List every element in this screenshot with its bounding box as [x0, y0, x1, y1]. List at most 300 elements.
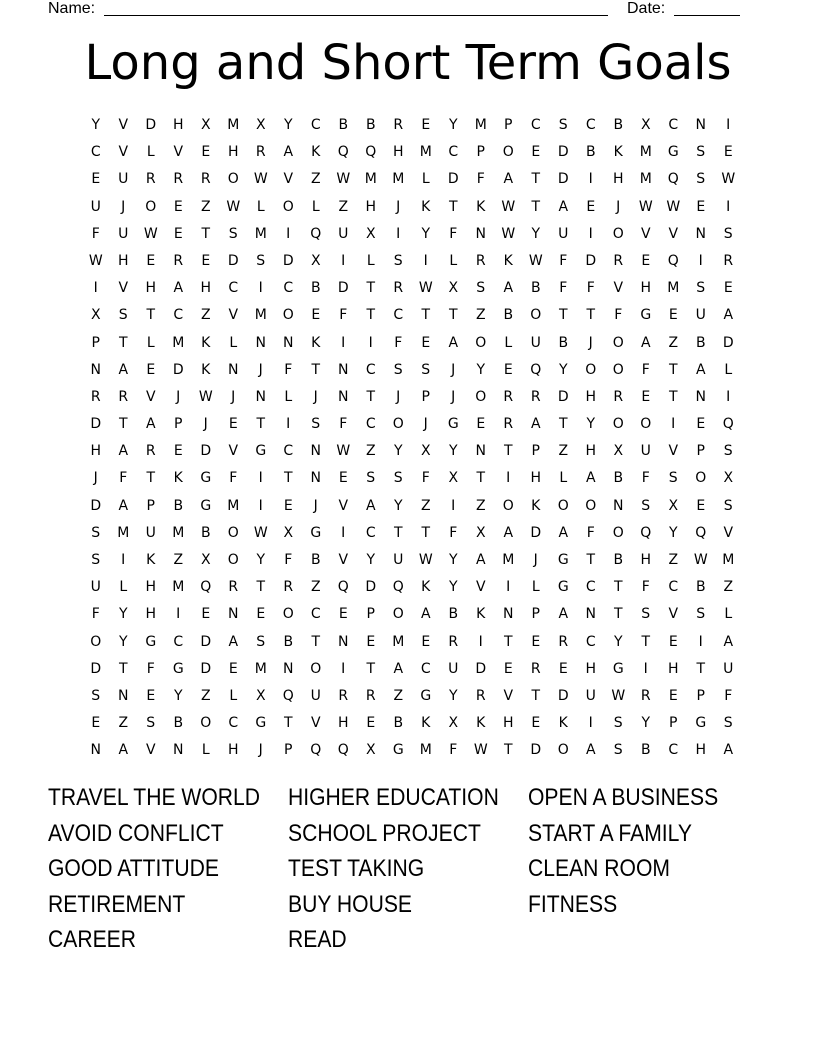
grid-letter: O	[612, 334, 624, 351]
grid-letter: M	[227, 497, 240, 514]
grid-letter: F	[614, 307, 623, 324]
grid-letter: B	[695, 334, 706, 351]
grid-letter: C	[668, 742, 679, 759]
grid-letter: W	[721, 171, 736, 188]
grid-letter: X	[448, 280, 459, 297]
grid-letter: I	[176, 606, 181, 623]
grid-letter: C	[448, 144, 459, 161]
grid-letter: X	[448, 470, 459, 487]
grid-letter: S	[476, 280, 486, 297]
grid-letter: T	[366, 388, 376, 405]
grid-letter: U	[448, 660, 459, 677]
grid-letter: E	[256, 606, 266, 623]
grid-letter: L	[119, 579, 128, 596]
grid-letter: F	[476, 171, 485, 188]
grid-letter: I	[726, 117, 731, 133]
grid-letter: L	[229, 687, 238, 704]
grid-letter: E	[531, 633, 541, 650]
grid-letter: O	[502, 497, 514, 514]
grid-letter: P	[696, 443, 705, 460]
grid-letter: E	[366, 633, 376, 650]
grid-letter: L	[311, 198, 320, 215]
grid-letter: L	[256, 198, 265, 215]
grid-letter: I	[286, 416, 291, 433]
grid-letter: A	[530, 416, 541, 433]
grid-letter: O	[90, 633, 102, 650]
grid-letter: O	[640, 416, 652, 433]
grid-letter: H	[337, 715, 349, 732]
grid-letter: I	[726, 198, 731, 215]
grid-letter: I	[341, 252, 346, 269]
grid-letter: Q	[695, 524, 707, 541]
grid-letter: H	[227, 742, 239, 759]
grid-letter: W	[253, 171, 268, 188]
grid-letter: E	[668, 307, 678, 324]
grid-letter: F	[339, 307, 348, 324]
grid-letter: N	[503, 606, 514, 623]
grid-letter: W	[253, 524, 268, 541]
grid-letter: Q	[667, 252, 679, 269]
grid-letter: Y	[448, 579, 458, 596]
grid-letter: S	[421, 361, 431, 378]
grid-letter: C	[173, 307, 184, 324]
grid-row	[82, 302, 742, 329]
grid-letter: G	[145, 633, 157, 650]
grid-letter: Y	[448, 552, 458, 568]
grid-letter: D	[447, 171, 459, 188]
grid-letter: A	[723, 742, 734, 759]
word-column	[528, 780, 768, 958]
grid-letter: T	[283, 470, 293, 487]
grid-letter: J	[258, 742, 263, 759]
grid-letter: V	[640, 225, 651, 242]
grid-letter: A	[585, 470, 596, 487]
grid-letter: W	[611, 687, 626, 704]
grid-letter: F	[449, 524, 458, 541]
grid-letter: Y	[448, 443, 458, 460]
grid-letter: H	[200, 280, 212, 297]
grid-letter: T	[613, 606, 623, 623]
grid-letter: W	[528, 252, 543, 269]
grid-letter: A	[118, 742, 129, 759]
grid-letter: R	[530, 388, 541, 405]
grid-letter: L	[366, 252, 375, 269]
grid-letter: O	[475, 388, 487, 405]
grid-row	[82, 275, 742, 302]
grid-letter: Y	[668, 524, 678, 541]
grid-letter: J	[121, 198, 126, 215]
grid-letter: R	[503, 388, 514, 405]
grid-letter: G	[557, 579, 569, 596]
grid-letter: O	[392, 606, 404, 623]
grid-letter: H	[145, 579, 157, 596]
grid-letter: B	[558, 334, 569, 351]
grid-letter: T	[558, 307, 568, 324]
grid-letter: G	[557, 552, 569, 568]
grid-letter: B	[613, 470, 624, 487]
grid-letter: F	[339, 416, 348, 433]
grid-letter: P	[174, 416, 183, 433]
grid-letter: M	[172, 579, 185, 596]
grid-letter: K	[613, 144, 623, 161]
word-list-item: START A FAMILY	[528, 819, 692, 847]
grid-letter: P	[669, 715, 678, 732]
grid-letter: A	[448, 334, 459, 351]
grid-letter: E	[91, 715, 101, 732]
grid-letter: O	[282, 606, 294, 623]
grid-letter: A	[503, 171, 514, 188]
grid-letter: Z	[200, 687, 211, 704]
grid-letter: E	[696, 198, 706, 215]
grid-letter: S	[256, 252, 266, 269]
grid-letter: R	[283, 579, 294, 596]
grid-letter: P	[284, 742, 293, 759]
grid-letter: U	[118, 171, 129, 188]
grid-letter: J	[451, 361, 456, 378]
grid-letter: T	[421, 307, 431, 324]
grid-letter: R	[475, 252, 486, 269]
grid-letter: V	[613, 280, 624, 297]
grid-letter: E	[201, 606, 211, 623]
grid-letter: S	[91, 687, 101, 704]
name-label: Name:	[48, 0, 96, 17]
grid-row	[82, 465, 742, 492]
grid-letter: T	[421, 524, 431, 541]
word-list-item: READ	[288, 926, 347, 953]
grid-letter: X	[668, 497, 679, 514]
grid-letter: V	[338, 552, 349, 568]
grid-letter: E	[421, 117, 431, 133]
grid-letter: J	[451, 388, 456, 405]
grid-letter: O	[612, 225, 624, 242]
grid-letter: H	[117, 252, 129, 269]
grid-letter: M	[502, 552, 515, 568]
grid-letter: J	[258, 361, 263, 378]
grid-letter: F	[586, 524, 595, 541]
grid-letter: S	[393, 252, 403, 269]
grid-letter: I	[93, 280, 98, 297]
grid-letter: Y	[421, 225, 431, 242]
grid-letter: B	[613, 117, 624, 133]
grid-letter: F	[641, 470, 650, 487]
grid-letter: S	[613, 742, 623, 759]
grid-letter: F	[91, 225, 100, 242]
grid-letter: E	[311, 307, 321, 324]
date-line	[674, 0, 740, 16]
grid-letter: T	[531, 198, 541, 215]
grid-letter: K	[476, 198, 486, 215]
grid-letter: T	[476, 470, 486, 487]
grid-letter: Y	[558, 361, 568, 378]
grid-letter: N	[695, 388, 706, 405]
grid-letter: Y	[531, 225, 541, 242]
grid-letter: A	[503, 524, 514, 541]
grid-letter: F	[421, 470, 430, 487]
grid-letter: L	[724, 361, 733, 378]
grid-letter: H	[145, 606, 157, 623]
grid-letter: M	[392, 171, 405, 188]
grid-letter: C	[530, 117, 541, 133]
grid-letter: E	[91, 171, 101, 188]
grid-letter: R	[173, 171, 184, 188]
grid-letter: N	[283, 660, 294, 677]
grid-letter: P	[531, 443, 540, 460]
grid-letter: V	[118, 280, 129, 297]
grid-letter: B	[640, 742, 651, 759]
grid-letter: K	[201, 361, 211, 378]
grid-row	[82, 601, 742, 628]
grid-letter: R	[530, 660, 541, 677]
word-list-item: GOOD ATTITUDE	[48, 855, 219, 882]
grid-letter: E	[201, 252, 211, 269]
grid-letter: T	[503, 742, 513, 759]
grid-letter: O	[475, 334, 487, 351]
grid-letter: T	[118, 334, 128, 351]
grid-letter: T	[393, 524, 403, 541]
grid-letter: A	[723, 633, 734, 650]
grid-letter: J	[203, 416, 208, 433]
grid-letter: N	[613, 497, 624, 514]
grid-letter: B	[613, 552, 624, 568]
grid-letter: Z	[338, 198, 349, 215]
grid-letter: A	[393, 660, 404, 677]
grid-letter: A	[118, 497, 129, 514]
grid-letter: N	[118, 687, 129, 704]
grid-letter: A	[695, 361, 706, 378]
grid-letter: Q	[667, 171, 679, 188]
grid-letter: O	[227, 171, 239, 188]
word-list-item: HIGHER EDUCATION	[288, 784, 499, 811]
grid-letter: V	[118, 117, 129, 133]
grid-letter: E	[146, 252, 156, 269]
grid-letter: I	[698, 252, 703, 269]
grid-letter: E	[421, 334, 431, 351]
grid-letter: G	[172, 660, 184, 677]
grid-letter: M	[172, 524, 185, 541]
grid-letter: O	[612, 524, 624, 541]
grid-letter: J	[313, 497, 318, 514]
grid-letter: C	[228, 280, 239, 297]
grid-letter: R	[90, 388, 101, 405]
grid-letter: F	[394, 334, 403, 351]
grid-letter: W	[336, 443, 351, 460]
grid-letter: X	[640, 117, 651, 133]
grid-letter: D	[557, 687, 569, 704]
grid-letter: V	[228, 443, 239, 460]
grid-letter: K	[201, 334, 211, 351]
grid-letter: Z	[723, 579, 734, 596]
grid-letter: H	[667, 660, 679, 677]
grid-letter: A	[558, 606, 569, 623]
grid-letter: Y	[173, 687, 183, 704]
grid-letter: Z	[173, 552, 184, 568]
grid-letter: V	[503, 687, 514, 704]
grid-letter: G	[392, 742, 404, 759]
grid-letter: E	[283, 497, 293, 514]
grid-letter: S	[641, 497, 651, 514]
grid-letter: C	[585, 579, 596, 596]
grid-letter: Y	[118, 606, 128, 623]
grid-letter: C	[283, 443, 294, 460]
grid-letter: Q	[310, 742, 322, 759]
grid-letter: D	[90, 416, 102, 433]
grid-letter: G	[200, 470, 212, 487]
grid-letter: Z	[420, 497, 431, 514]
grid-row	[82, 411, 742, 438]
grid-letter: A	[585, 742, 596, 759]
grid-letter: W	[473, 742, 488, 759]
grid-letter: D	[557, 144, 569, 161]
grid-letter: I	[506, 470, 511, 487]
grid-letter: T	[613, 579, 623, 596]
grid-row	[82, 248, 742, 275]
grid-letter: W	[226, 198, 241, 215]
grid-letter: U	[145, 524, 156, 541]
grid-letter: O	[530, 307, 542, 324]
grid-letter: J	[231, 388, 236, 405]
grid-row	[82, 139, 742, 166]
grid-letter: I	[671, 416, 676, 433]
grid-letter: N	[255, 388, 266, 405]
grid-letter: R	[613, 252, 624, 269]
grid-letter: A	[118, 361, 129, 378]
grid-row	[82, 493, 742, 520]
grid-letter: S	[393, 470, 403, 487]
grid-letter: Q	[640, 524, 652, 541]
grid-letter: S	[696, 171, 706, 188]
grid-letter: T	[448, 307, 458, 324]
grid-letter: K	[531, 497, 541, 514]
grid-letter: K	[421, 715, 431, 732]
page-title: Long and Short Term Goals	[84, 35, 732, 91]
grid-row	[82, 194, 742, 221]
grid-letter: I	[368, 334, 373, 351]
grid-letter: C	[585, 117, 596, 133]
grid-letter: N	[90, 361, 101, 378]
grid-letter: X	[90, 307, 101, 324]
grid-letter: W	[88, 252, 103, 269]
word-column	[288, 780, 528, 958]
grid-letter: Y	[118, 633, 128, 650]
grid-letter: J	[423, 416, 428, 433]
grid-letter: P	[91, 334, 100, 351]
grid-letter: T	[201, 225, 211, 242]
grid-letter: T	[531, 687, 541, 704]
grid-letter: G	[695, 715, 707, 732]
grid-row	[82, 683, 742, 710]
grid-letter: T	[668, 388, 678, 405]
word-list-item: CAREER	[48, 926, 137, 953]
grid-letter: W	[143, 225, 158, 242]
grid-letter: X	[310, 252, 321, 269]
grid-letter: B	[173, 715, 184, 732]
grid-letter: V	[145, 388, 156, 405]
grid-letter: O	[310, 660, 322, 677]
grid-letter: N	[310, 470, 321, 487]
grid-letter: A	[558, 198, 569, 215]
grid-letter: U	[393, 552, 404, 568]
grid-letter: B	[530, 280, 541, 297]
word-list-item: RETIREMENT	[48, 890, 186, 918]
grid-letter: C	[283, 280, 294, 297]
grid-letter: C	[585, 633, 596, 650]
grid-letter: I	[286, 225, 291, 242]
grid-letter: P	[421, 388, 430, 405]
grid-letter: U	[640, 443, 651, 460]
grid-letter: L	[284, 388, 293, 405]
grid-letter: F	[91, 606, 100, 623]
grid-letter: N	[338, 361, 349, 378]
grid-letter: X	[200, 117, 211, 133]
grid-letter: N	[283, 334, 294, 351]
grid-letter: L	[724, 606, 733, 623]
grid-row	[82, 330, 742, 357]
grid-letter: I	[396, 225, 401, 242]
grid-letter: K	[311, 144, 321, 161]
grid-letter: M	[364, 171, 377, 188]
word-list-item: SCHOOL PROJECT	[288, 819, 481, 847]
grid-letter: E	[146, 687, 156, 704]
grid-letter: O	[612, 361, 624, 378]
grid-letter: I	[478, 633, 483, 650]
grid-letter: V	[283, 171, 294, 188]
grid-letter: H	[172, 117, 184, 133]
grid-letter: X	[255, 117, 266, 133]
grid-letter: T	[586, 552, 596, 568]
grid-letter: D	[557, 171, 569, 188]
grid-letter: E	[366, 715, 376, 732]
grid-letter: L	[229, 334, 238, 351]
grid-letter: I	[588, 171, 593, 188]
grid-letter: D	[530, 524, 542, 541]
grid-letter: B	[283, 633, 294, 650]
word-list-item: CLEAN ROOM	[528, 855, 670, 882]
grid-letter: A	[503, 280, 514, 297]
grid-letter: G	[447, 416, 459, 433]
grid-letter: I	[258, 497, 263, 514]
grid-letter: E	[201, 144, 211, 161]
grid-letter: R	[365, 687, 376, 704]
grid-letter: R	[118, 388, 129, 405]
grid-letter: M	[474, 117, 487, 133]
grid-letter: R	[393, 280, 404, 297]
grid-letter: R	[393, 117, 404, 133]
grid-letter: C	[668, 117, 679, 133]
grid-letter: V	[228, 307, 239, 324]
grid-letter: G	[612, 660, 624, 677]
grid-letter: M	[227, 117, 240, 133]
grid-letter: E	[228, 416, 238, 433]
grid-letter: V	[723, 524, 734, 541]
grid-letter: S	[641, 606, 651, 623]
grid-letter: U	[118, 225, 129, 242]
word-list-item: AVOID CONFLICT	[48, 819, 224, 847]
grid-letter: F	[724, 687, 733, 704]
grid-letter: T	[366, 280, 376, 297]
grid-letter: Y	[448, 117, 458, 133]
grid-letter: Y	[641, 715, 651, 732]
grid-letter: Y	[366, 552, 376, 568]
grid-letter: W	[336, 171, 351, 188]
grid-letter: I	[341, 334, 346, 351]
grid-letter: X	[283, 524, 294, 541]
grid-letter: X	[365, 742, 376, 759]
grid-letter: C	[668, 579, 679, 596]
grid-letter: V	[338, 497, 349, 514]
grid-letter: L	[504, 334, 513, 351]
grid-letter: O	[227, 524, 239, 541]
grid-letter: Z	[365, 443, 376, 460]
